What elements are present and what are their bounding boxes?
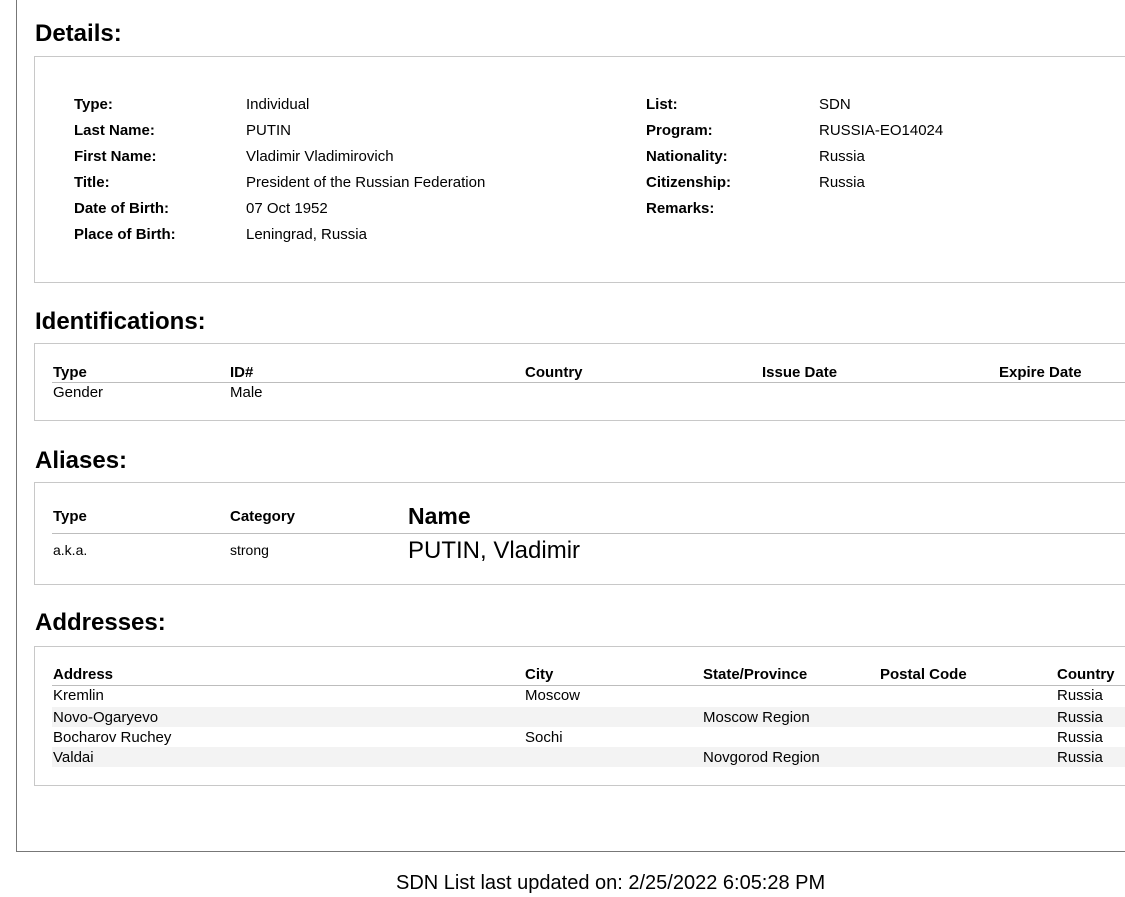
detail-label-citizenship: Citizenship: bbox=[646, 174, 731, 191]
alias-col-category: Category bbox=[230, 508, 296, 525]
detail-label-title: Title: bbox=[74, 174, 110, 191]
id-col-id: ID# bbox=[230, 364, 254, 381]
addr-cell-city: Moscow bbox=[525, 687, 581, 704]
detail-label-type: Type: bbox=[74, 96, 113, 113]
addr-row-stripe bbox=[52, 707, 1125, 727]
alias-col-type: Type bbox=[53, 508, 87, 525]
addr-cell-address: Novo-Ogaryevo bbox=[53, 709, 159, 726]
id-cell-type: Gender bbox=[53, 384, 104, 401]
detail-label-list: List: bbox=[646, 96, 678, 113]
addr-cell-address: Bocharov Ruchey bbox=[53, 729, 172, 746]
addr-cell-address: Kremlin bbox=[53, 687, 104, 704]
id-cell-id: Male bbox=[230, 384, 263, 401]
detail-label-program: Program: bbox=[646, 122, 713, 139]
id-col-type: Type bbox=[53, 364, 87, 381]
addr-row-stripe bbox=[52, 747, 1125, 767]
addr-col-state: State/Province bbox=[703, 666, 808, 683]
addr-cell-state: Moscow Region bbox=[703, 709, 810, 726]
id-col-country: Country bbox=[525, 364, 583, 381]
detail-value-nationality: Russia bbox=[819, 148, 865, 165]
details-panel bbox=[34, 56, 1125, 283]
detail-value-type: Individual bbox=[246, 96, 310, 113]
addr-cell-country: Russia bbox=[1057, 749, 1103, 766]
addr-cell-country: Russia bbox=[1057, 687, 1103, 704]
alias-col-name: Name bbox=[408, 503, 471, 529]
alias-header-divider bbox=[52, 533, 1125, 534]
id-header-divider bbox=[52, 382, 1125, 383]
addresses-heading: Addresses: bbox=[35, 609, 166, 636]
aliases-heading: Aliases: bbox=[35, 447, 128, 474]
addr-header-divider bbox=[52, 685, 1125, 686]
detail-value-list: SDN bbox=[819, 96, 851, 113]
detail-label-nationality: Nationality: bbox=[646, 148, 728, 165]
detail-value-dob: 07 Oct 1952 bbox=[246, 200, 328, 217]
detail-value-program: RUSSIA-EO14024 bbox=[819, 122, 944, 139]
detail-value-title: President of the Russian Federation bbox=[246, 174, 486, 191]
detail-value-first-name: Vladimir Vladimirovich bbox=[246, 148, 394, 165]
alias-cell-category: strong bbox=[230, 542, 269, 558]
details-heading: Details: bbox=[35, 20, 122, 47]
addr-cell-country: Russia bbox=[1057, 709, 1103, 726]
detail-label-pob: Place of Birth: bbox=[74, 226, 176, 243]
detail-label-dob: Date of Birth: bbox=[74, 200, 169, 217]
detail-label-first-name: First Name: bbox=[74, 148, 157, 165]
last-updated-footer: SDN List last updated on: 2/25/2022 6:05:28 PM bbox=[396, 872, 826, 894]
addr-cell-city: Sochi bbox=[525, 729, 563, 746]
addr-cell-address: Valdai bbox=[53, 749, 94, 766]
alias-cell-name: PUTIN, Vladimir bbox=[408, 537, 581, 564]
detail-value-citizenship: Russia bbox=[819, 174, 865, 191]
addr-col-address: Address bbox=[53, 666, 114, 683]
detail-label-last-name: Last Name: bbox=[74, 122, 155, 139]
detail-value-last-name: PUTIN bbox=[246, 122, 291, 139]
identifications-heading: Identifications: bbox=[35, 308, 206, 335]
detail-label-remarks: Remarks: bbox=[646, 200, 715, 217]
id-col-issue-date: Issue Date bbox=[762, 364, 838, 381]
addr-col-city: City bbox=[525, 666, 554, 683]
addr-cell-state: Novgorod Region bbox=[703, 749, 820, 766]
addr-cell-country: Russia bbox=[1057, 729, 1103, 746]
addr-col-country: Country bbox=[1057, 666, 1115, 683]
id-col-expire-date: Expire Date bbox=[999, 364, 1082, 381]
addr-col-postal: Postal Code bbox=[880, 666, 967, 683]
alias-cell-type: a.k.a. bbox=[53, 542, 88, 558]
detail-value-pob: Leningrad, Russia bbox=[246, 226, 367, 243]
